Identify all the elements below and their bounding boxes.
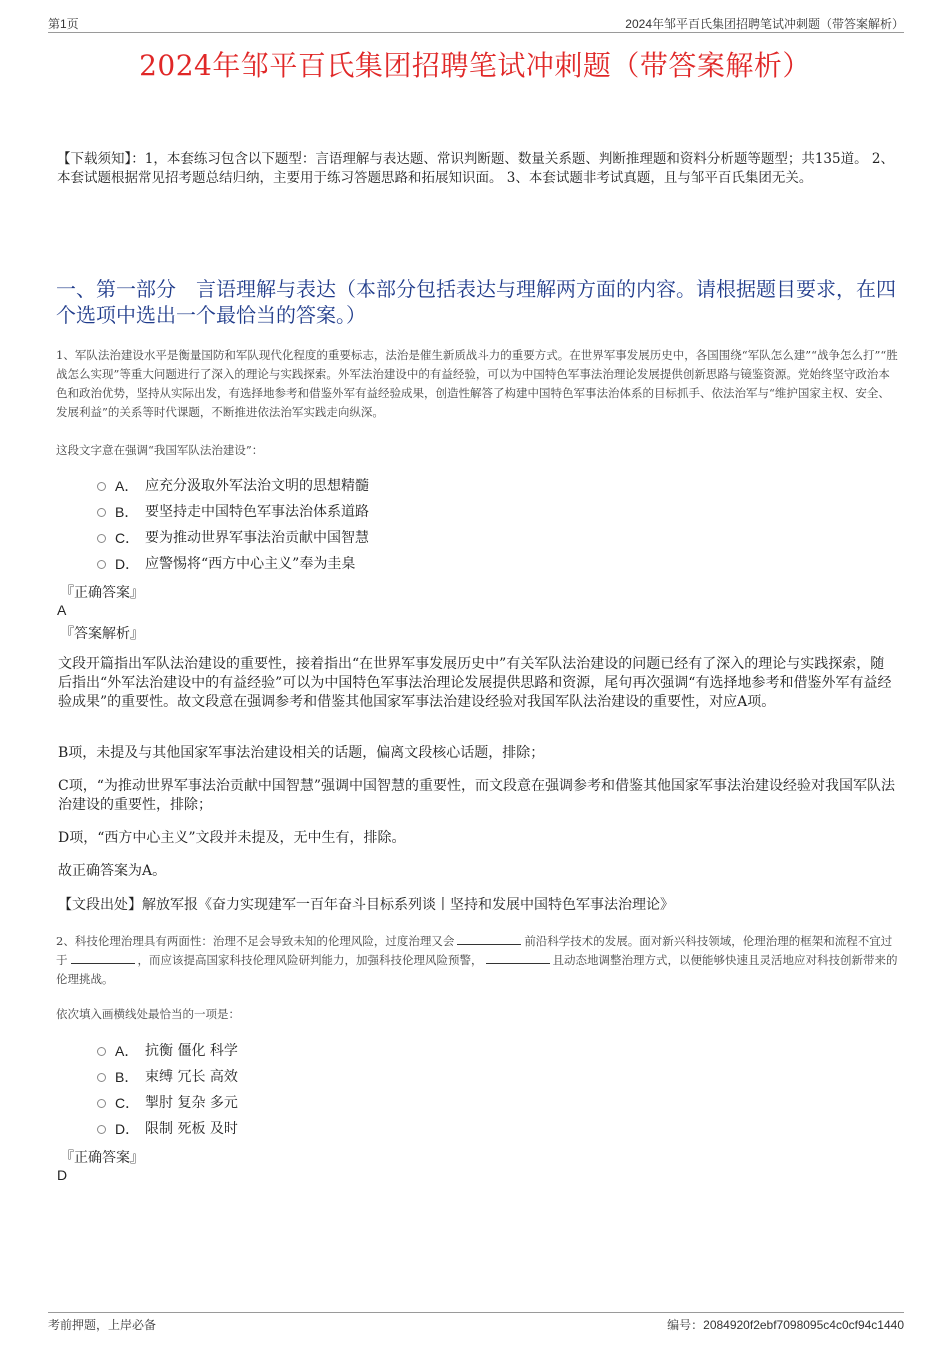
fill-blank [71, 952, 135, 964]
q1-analysis-label: 『答案解析』 [60, 626, 144, 642]
fill-blank [457, 933, 521, 945]
document-title: 2024年邹平百氏集团招聘笔试冲刺题（带答案解析） [139, 49, 811, 82]
option-letter: D． [115, 556, 140, 572]
q1-analysis-paragraph: 文段开篇指出军队法治建设的重要性，接着指出“在世界军事发展历史中”有关军队法治建设的问题已经有了深入的理论与实践探索，随后指出“外军法治建设中的有益经验”可以为中国特色军事法治理论发展提供思路和资源，尾句再次强调“有选择地参考和借鉴外军有益经验成果”的重要性。故文段意在强调参考和借鉴其他国家军事法治建设经验对我国军队法治建设的重要性，对应A项。 [58, 656, 892, 710]
question-1-stem: 1、军队法治建设水平是衡量国防和军队现代化程度的重要标志，法治是催生新质战斗力的重要方式。在世界军事发展历史中，各国围绕“军队怎么建”“战争怎么打”“胜战怎么实现”等重大问题进行了深入的理论与实践探索。外军法治建设中的有益经验，可以为中国特色军事法治理论发展提供创新思路与镜鉴资源。党始终坚守政治本色和政治优势，坚持从实际出发，有选择地参考和借鉴外军有益经验成果，创造性解答了构建中国特色军事法治体系的目标抓手、依法治军与“维护国家主权、安全、发展利益”的关系等时代课题，不断推进依法治军实践走向纵深。 [56, 348, 898, 419]
question-1-prompt: 这段文字意在强调“我国军队法治建设”： [56, 443, 264, 457]
radio-icon[interactable] [97, 508, 106, 517]
option-text: 要坚持走中国特色军事法治体系道路 [145, 504, 369, 520]
radio-icon[interactable] [97, 482, 106, 491]
option-text: 束缚 冗长 高效 [145, 1069, 238, 1085]
code-value: 2084920f2ebf7098095c4c0cf94c1440 [703, 1318, 904, 1332]
page-number: 第1页 [48, 17, 79, 31]
option-letter: B． [115, 1069, 139, 1085]
code-label: 编号： [667, 1318, 704, 1332]
footer-code [667, 1316, 904, 1333]
fill-blank [486, 952, 550, 964]
option-letter: C． [115, 1095, 140, 1111]
q1-analysis-paragraph: D项，“西方中心主义”文段并未提及，无中生有，排除。 [58, 830, 406, 846]
option-letter: A． [115, 1043, 139, 1059]
stem-text: 且动态地调整治理方式，以便能够快速且灵活地应对科技创新带来的伦理挑战。 [56, 953, 898, 986]
option-text: 限制 死板 及时 [145, 1121, 238, 1137]
question-2-stem [56, 932, 898, 989]
question-2-prompt: 依次填入画横线处最恰当的一项是： [56, 1007, 240, 1021]
q1-analysis-paragraph: C项，“为推动世界军事法治贡献中国智慧”强调中国智慧的重要性，而文段意在强调参考和借鉴其他国家军事法治建设经验对我国军队法治建设的重要性，排除； [58, 778, 896, 813]
stem-text: 2、科技伦理治理具有两面性：治理不足会导致未知的伦理风险，过度治理又会 [56, 934, 455, 948]
radio-icon[interactable] [97, 534, 106, 543]
radio-icon[interactable] [97, 1073, 106, 1082]
download-notice: 【下载须知】：1，本套练习包含以下题型：言语理解与表达题、常识判断题、数量关系题、判断推理题和资料分析题等题型；共135道。 2、本套试题根据常见招考题总结归纳，主要用于练习答题思路和拓展知识面。 3、本套试题非考试真题，且与邹平百氏集团无关。 [57, 151, 894, 186]
option-letter: D． [115, 1121, 140, 1137]
option-text: 要为推动世界军事法治贡献中国智慧 [145, 530, 369, 546]
q2-answer: D [57, 1167, 68, 1183]
radio-icon[interactable] [97, 560, 106, 569]
radio-icon[interactable] [97, 1099, 106, 1108]
radio-icon[interactable] [97, 1047, 106, 1056]
q1-answer-label: 『正确答案』 [60, 585, 144, 601]
option-letter: B． [115, 504, 139, 520]
q1-answer: A [57, 602, 67, 618]
page-footer [48, 1312, 904, 1333]
option-text: 应充分汲取外军法治文明的思想精髓 [145, 478, 369, 494]
stem-text: 前沿科学技术的发展。面对新兴科技领域，伦理治理的框架和流程不宜过于 [56, 934, 893, 967]
q1-analysis-paragraph: 故正确答案为A。 [58, 863, 167, 879]
option-text: 应警惕将“西方中心主义”奉为圭臬 [145, 556, 356, 572]
page-header [48, 14, 904, 33]
option-text: 抗衡 僵化 科学 [145, 1043, 238, 1059]
footer-slogan: 考前押题，上岸必备 [48, 1318, 157, 1332]
option-letter: C． [115, 530, 140, 546]
radio-icon[interactable] [97, 1125, 106, 1134]
q1-analysis-paragraph: B项，未提及与其他国家军事法治建设相关的话题，偏离文段核心话题，排除； [58, 745, 545, 761]
option-letter: A． [115, 478, 139, 494]
section-heading: 一、第一部分 言语理解与表达（本部分包括表达与理解两方面的内容。请根据题目要求，在四个选项中选出一个最恰当的答案。） [56, 277, 896, 327]
q1-source: 【文段出处】解放军报《奋力实现建军一百年奋斗目标系列谈丨坚持和发展中国特色军事法治理论》 [58, 897, 674, 913]
option-text: 掣肘 复杂 多元 [145, 1095, 238, 1111]
stem-text: ，而应该提高国家科技伦理风险研判能力，加强科技伦理风险预警， [137, 953, 483, 967]
q2-answer-label: 『正确答案』 [60, 1150, 144, 1166]
header-doc-title: 2024年邹平百氏集团招聘笔试冲刺题（带答案解析） [625, 17, 904, 31]
